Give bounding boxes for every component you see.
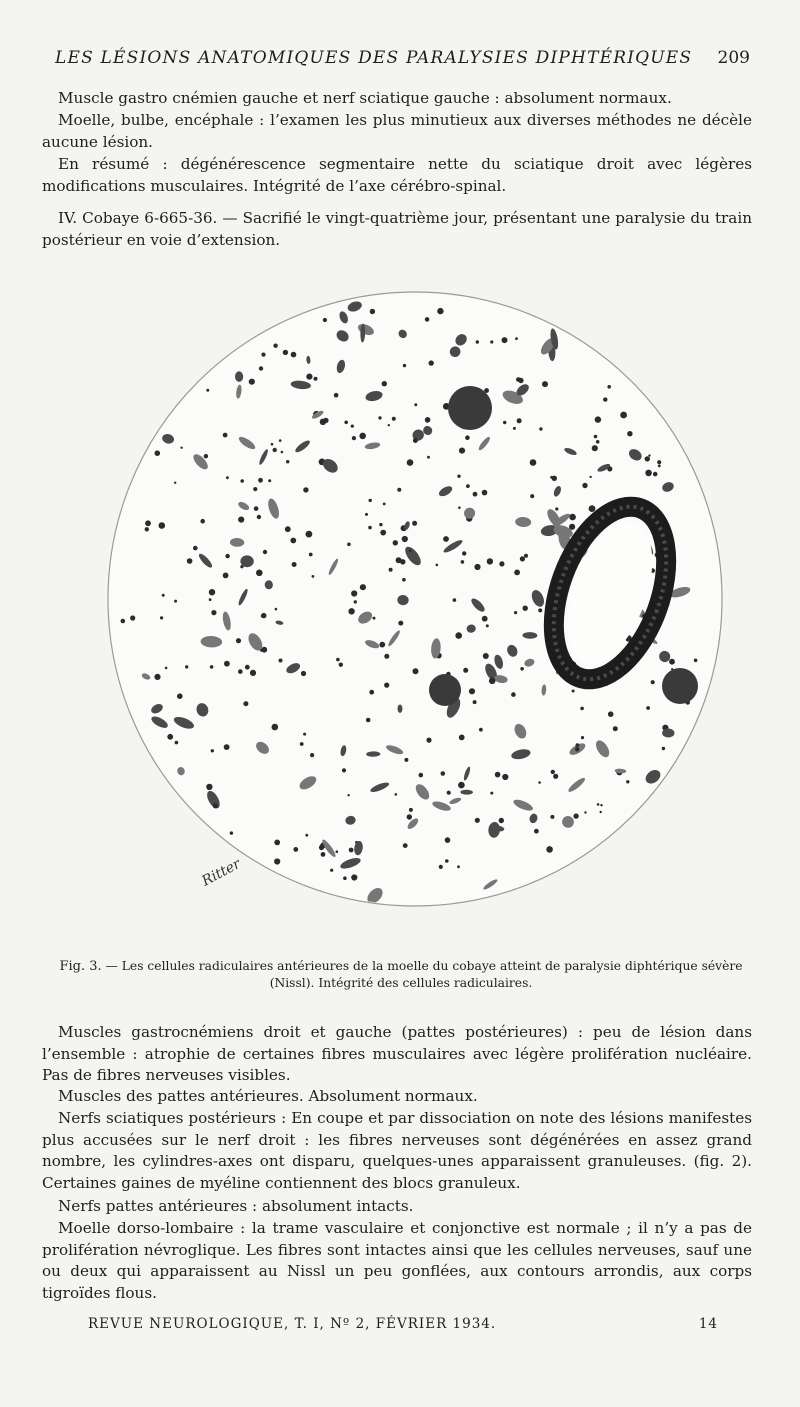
cell-mark — [458, 782, 465, 789]
cell-mark — [292, 562, 297, 567]
cell-mark — [261, 614, 265, 618]
cell-mark — [293, 847, 298, 852]
cell-mark — [645, 470, 652, 477]
cell-mark — [653, 472, 658, 477]
cell-mark — [455, 632, 462, 639]
cell-mark — [250, 670, 256, 676]
cell-mark — [486, 624, 489, 627]
cell-mark — [310, 753, 314, 757]
cell-mark — [626, 780, 629, 783]
cell-mark — [283, 350, 288, 355]
cell-mark — [154, 674, 160, 680]
cell-mark — [518, 378, 523, 383]
cell-mark — [600, 811, 602, 813]
cell-mark — [334, 393, 339, 398]
cell-mark — [351, 425, 354, 428]
cell-mark — [608, 711, 614, 717]
caption-label: Fig. 3. — [59, 959, 102, 974]
cell-mark — [343, 876, 347, 880]
paragraph-muscles-anterieures: Muscles des pattes antérieures. Absolument normaux. — [58, 1087, 478, 1105]
cell-mark — [272, 724, 279, 731]
cell-mark — [160, 616, 163, 619]
cell-mark — [306, 531, 313, 538]
cell-mark — [520, 556, 525, 561]
cell-mark — [224, 744, 230, 750]
cell-mark — [245, 665, 250, 670]
cell-mark — [648, 454, 650, 456]
cell-mark — [285, 526, 291, 532]
paragraph-cobaye: IV. Cobaye 6-665-36. — Sacrifié le vingt-quatrième jour, présentant une paralysie du train postérieur en voie d’extension. — [42, 209, 752, 249]
cell-mark — [224, 661, 230, 667]
cell-mark — [206, 389, 209, 392]
cell-mark — [490, 792, 493, 795]
cell-mark — [243, 701, 248, 706]
cell-mark — [552, 476, 557, 481]
cell-mark — [380, 530, 386, 536]
cell-mark — [530, 494, 534, 498]
cell-mark — [257, 515, 261, 519]
cell-mark — [499, 818, 504, 823]
cell-mark — [482, 490, 488, 496]
cell-mark — [627, 431, 632, 436]
cell-mark — [473, 700, 477, 704]
cell-mark — [230, 831, 233, 834]
cell-mark — [515, 337, 518, 340]
cell-mark — [413, 438, 418, 443]
cell-mark — [174, 482, 176, 484]
cell-mark — [347, 543, 351, 547]
cell-mark — [389, 568, 393, 572]
cell-mark — [344, 421, 348, 425]
cell-mark — [425, 317, 430, 322]
cell-mark — [175, 741, 179, 745]
cell-mark — [463, 668, 468, 673]
cell-mark — [305, 834, 308, 837]
cell-mark — [546, 846, 553, 853]
cell-mark — [594, 435, 598, 439]
cell-mark — [342, 768, 346, 772]
cell-mark — [223, 573, 229, 579]
cell-mark — [351, 590, 357, 596]
cell-mark — [314, 377, 318, 381]
cell-mark — [402, 536, 408, 542]
cell-mark — [474, 564, 480, 570]
cell-mark — [425, 417, 431, 423]
cell-mark — [352, 436, 356, 440]
cell-mark — [174, 600, 177, 603]
cell-mark — [303, 487, 308, 492]
cell-mark — [209, 598, 212, 601]
cell-mark — [404, 758, 408, 762]
cell-mark — [589, 476, 591, 478]
cell-mark — [384, 683, 389, 688]
cell-mark — [429, 360, 434, 365]
cell-mark — [651, 680, 655, 684]
cell-mark — [274, 840, 280, 846]
cell-mark — [347, 794, 349, 796]
paragraph-nerfs-anterieures: Nerfs pattes antérieures : absolument intacts. — [58, 1197, 414, 1215]
cell-mark — [155, 450, 161, 456]
cell-mark — [254, 506, 259, 511]
paragraph-moelle-dorso-lombaire: Moelle dorso-lombaire : la trame vasculaire et conjonctive est normale ; il n’y a pas de prolifération névroglique. Les fibres sont intactes ainsi que les cellules nerveuses, sauf une ou deux qui apparaissent au Nissl un peu gonflées, aux contours arrondis, aux corps tigroïdes flous. — [42, 1219, 752, 1302]
cell-mark — [407, 814, 412, 819]
cell-mark — [483, 653, 489, 659]
cell-mark — [312, 575, 315, 578]
cell-mark — [240, 565, 243, 568]
cell-mark — [211, 610, 216, 615]
cell-mark — [412, 521, 417, 526]
cell-mark — [209, 589, 215, 595]
cell-mark — [595, 416, 601, 422]
cell-mark — [511, 692, 516, 697]
cell-mark — [359, 433, 366, 440]
page-number: 209 — [717, 48, 750, 68]
cell-mark — [645, 456, 650, 461]
cell-mark — [213, 803, 218, 808]
cell-mark — [271, 443, 274, 446]
cell-mark — [514, 570, 520, 576]
cell-mark — [300, 742, 304, 746]
cell-mark — [476, 340, 479, 343]
cell-mark — [398, 621, 403, 626]
cell-mark — [268, 479, 271, 482]
cell-mark — [369, 690, 374, 695]
cell-mark — [400, 559, 405, 564]
cell-mark — [240, 479, 244, 483]
cell-mark — [495, 772, 501, 778]
cell-mark — [177, 693, 183, 699]
cell-mark — [281, 451, 284, 454]
cell-mark — [162, 594, 165, 597]
cell-mark — [441, 771, 446, 776]
cell-mark — [479, 728, 483, 732]
cell-mark — [210, 665, 214, 669]
cell-mark — [465, 435, 470, 440]
cell-mark — [658, 465, 661, 468]
cell-mark — [584, 811, 586, 813]
paragraph-resume: En résumé : dégénérescence segmentaire nette du sciatique droit avec légères modifications musculaires. Intégrité de l’axe cérébro-spinal. — [42, 155, 752, 195]
cell-mark — [258, 478, 263, 483]
cell-mark — [576, 743, 580, 747]
cell-mark — [489, 678, 496, 685]
cell-mark — [290, 538, 296, 544]
cell-mark — [301, 671, 306, 676]
cell-mark — [180, 447, 182, 449]
cell-mark — [309, 553, 313, 557]
cell-mark — [187, 558, 193, 564]
cell-mark — [409, 808, 413, 812]
cell-mark — [379, 523, 382, 526]
cell-mark — [403, 843, 408, 848]
cell-mark — [503, 421, 506, 424]
cell-mark — [514, 611, 517, 614]
cell-mark — [382, 381, 387, 386]
cell-mark — [366, 718, 371, 723]
cell-mark — [459, 448, 465, 454]
cell-mark — [487, 558, 493, 564]
cell-mark — [513, 427, 516, 430]
cell-mark — [439, 865, 443, 869]
cell-mark — [383, 503, 386, 506]
cell-mark — [226, 476, 229, 479]
cell-mark — [320, 419, 326, 425]
cell-mark — [388, 424, 390, 426]
cell-mark — [365, 513, 368, 516]
cell-mark — [589, 505, 596, 512]
cell-mark — [475, 818, 480, 823]
cell-mark — [159, 522, 166, 529]
cell-mark — [378, 416, 381, 419]
caption-text: — Les cellules radiculaires antérieures de la moelle du cobaye atteint de paralysie diphtérique sévère (Nissl). Intégrité des cellules radiculaires. — [105, 959, 743, 990]
paragraph-moelle: Moelle, bulbe, encéphale : l’examen les plus minutieux aux diverses méthodes ne décèle aucune lésion. — [42, 111, 752, 151]
cell-mark — [256, 570, 263, 577]
cell-mark — [360, 584, 366, 590]
cell-mark — [121, 619, 126, 624]
cell-mark — [395, 793, 398, 796]
cell-mark — [469, 688, 475, 694]
cell-mark — [490, 340, 493, 343]
cell-mark — [572, 690, 575, 693]
cell-mark — [573, 813, 578, 818]
cell-mark — [130, 615, 135, 620]
cell-mark — [223, 433, 228, 438]
sheet-number: 14 — [698, 1316, 718, 1332]
cell-mark — [427, 456, 430, 459]
cell-mark — [275, 608, 278, 611]
cell-mark — [445, 859, 449, 863]
cell-mark — [409, 549, 412, 552]
cell-mark — [145, 520, 151, 526]
cell-mark — [273, 344, 277, 348]
cell-mark — [443, 536, 449, 542]
cell-mark — [453, 598, 457, 602]
cell-mark — [419, 773, 424, 778]
running-title: LES LÉSIONS ANATOMIQUES DES PARALYSIES DIPHTÉRIQUES — [55, 48, 693, 68]
cell-mark — [502, 337, 508, 343]
cell-mark — [167, 734, 173, 740]
cell-mark — [461, 560, 465, 564]
cell-mark — [384, 654, 389, 659]
cell-mark — [482, 616, 488, 622]
cell-mark — [457, 865, 460, 868]
cell-mark — [538, 608, 542, 612]
cell-mark — [259, 366, 263, 370]
cell-mark — [534, 829, 539, 834]
cell-mark — [581, 736, 584, 739]
cell-mark — [273, 448, 277, 452]
cell-mark — [354, 600, 357, 603]
cell-mark — [550, 815, 554, 819]
cell-mark — [447, 791, 451, 795]
cell-mark — [414, 403, 417, 406]
cell-mark — [165, 667, 168, 670]
cell-mark — [694, 659, 698, 663]
cell-mark — [200, 519, 205, 524]
cell-mark — [379, 642, 385, 648]
cell-mark — [373, 617, 376, 620]
cell-mark — [592, 445, 598, 451]
cell-mark — [393, 540, 398, 545]
cell-mark — [657, 460, 661, 464]
cell-mark — [225, 554, 229, 558]
micrograph-figure — [105, 288, 725, 910]
cell-mark — [263, 550, 267, 554]
cell-mark — [279, 659, 283, 663]
cell-mark — [348, 608, 354, 614]
cell-mark — [603, 397, 607, 401]
cell-mark — [520, 667, 524, 671]
cell-mark — [403, 364, 406, 367]
cell-mark — [204, 454, 208, 458]
cell-mark — [538, 781, 541, 784]
cell-mark — [539, 427, 542, 430]
cell-mark — [369, 499, 372, 502]
cell-mark — [551, 770, 555, 774]
artist-signature: Ritter — [199, 856, 244, 890]
cell-mark — [457, 475, 460, 478]
cell-mark — [426, 738, 431, 743]
cell-mark — [306, 374, 312, 380]
cell-mark — [569, 514, 576, 521]
cell-mark — [582, 483, 587, 488]
cell-mark — [458, 506, 461, 509]
cell-mark — [459, 735, 465, 741]
journal-reference: REVUE NEUROLOGIQUE, T. I, Nº 2, FÉVRIER 1934. — [88, 1316, 497, 1332]
cell-mark — [524, 554, 528, 558]
running-header — [55, 48, 750, 68]
cell-mark — [613, 726, 618, 731]
paragraph-muscle-gastro: Muscle gastro cnémien gauche et nerf sciatique gauche : absolument normaux. — [58, 89, 672, 107]
cell-mark — [261, 647, 267, 653]
cell-mark — [407, 459, 414, 466]
cell-mark — [145, 527, 149, 531]
cell-mark — [575, 747, 579, 751]
cell-mark — [502, 774, 508, 780]
cell-mark — [466, 484, 470, 488]
cell-mark — [330, 869, 333, 872]
cell-mark — [669, 659, 675, 665]
cell-mark — [523, 606, 528, 611]
cell-mark — [437, 308, 443, 314]
cell-mark — [303, 733, 306, 736]
cell-mark — [351, 874, 357, 880]
cell-mark — [607, 385, 611, 389]
cell-mark — [336, 658, 340, 662]
figure-caption — [46, 958, 756, 992]
cell-mark — [291, 352, 297, 358]
cell-mark — [349, 848, 354, 853]
cell-mark — [413, 668, 419, 674]
cell-mark — [462, 551, 466, 555]
page-footer — [88, 1316, 718, 1332]
cell-mark — [397, 488, 401, 492]
cell-mark — [530, 459, 537, 466]
cell-mark — [370, 309, 375, 314]
cell-mark — [274, 858, 280, 864]
cell-mark — [321, 852, 326, 857]
cell-mark — [436, 564, 439, 567]
cell-mark — [323, 318, 327, 322]
cell-mark — [286, 460, 289, 463]
cell-mark — [279, 439, 282, 442]
cell-mark — [336, 850, 339, 853]
cell-mark — [193, 546, 198, 551]
cell-mark — [542, 381, 548, 387]
cell-mark — [253, 487, 257, 491]
cell-mark — [445, 837, 451, 843]
cell-mark — [238, 669, 243, 674]
cell-mark — [185, 665, 188, 668]
paragraph-muscles-gastrocnemiens: Muscles gastrocnémiens droit et gauche (pattes postérieures) : peu de lésion dans l’ensemble : atrophie de certaines fibres musculaires avec légère prolifération nucléaire. Pas de fibres nerveuses visibles. — [42, 1023, 752, 1084]
cell-mark — [249, 379, 255, 385]
cell-mark — [553, 774, 558, 779]
cell-mark — [236, 638, 241, 643]
cell-mark — [646, 706, 650, 710]
cell-mark — [238, 517, 244, 523]
cell-mark — [261, 353, 265, 357]
cell-mark — [620, 412, 627, 419]
cell-mark — [392, 417, 396, 421]
cell-mark — [600, 804, 602, 806]
cell-mark — [580, 707, 584, 711]
cell-mark — [211, 749, 214, 752]
paragraph-nerfs-sciatiques: Nerfs sciatiques postérieurs : En coupe et par dissociation on note des lésions manifestes plus accusées sur le nerf droit : les fibres nerveuses sont dégénérées en assez grand nombre, les cylindres-axes ont disparu, quelques-unes apparaissent granuleuses. (fig. 2). Certaines gaines de myéline contiennent des blocs granuleux. — [42, 1109, 752, 1192]
cell-mark — [339, 663, 343, 667]
cell-mark — [206, 784, 212, 790]
cell-mark — [517, 418, 522, 423]
cell-mark — [402, 578, 406, 582]
cell-mark — [499, 561, 504, 566]
cell-mark — [555, 507, 558, 510]
cell-mark — [597, 803, 600, 806]
cell-mark — [473, 492, 478, 497]
cell-mark — [662, 747, 665, 750]
cell-mark — [368, 526, 372, 530]
cell-mark — [596, 440, 600, 444]
